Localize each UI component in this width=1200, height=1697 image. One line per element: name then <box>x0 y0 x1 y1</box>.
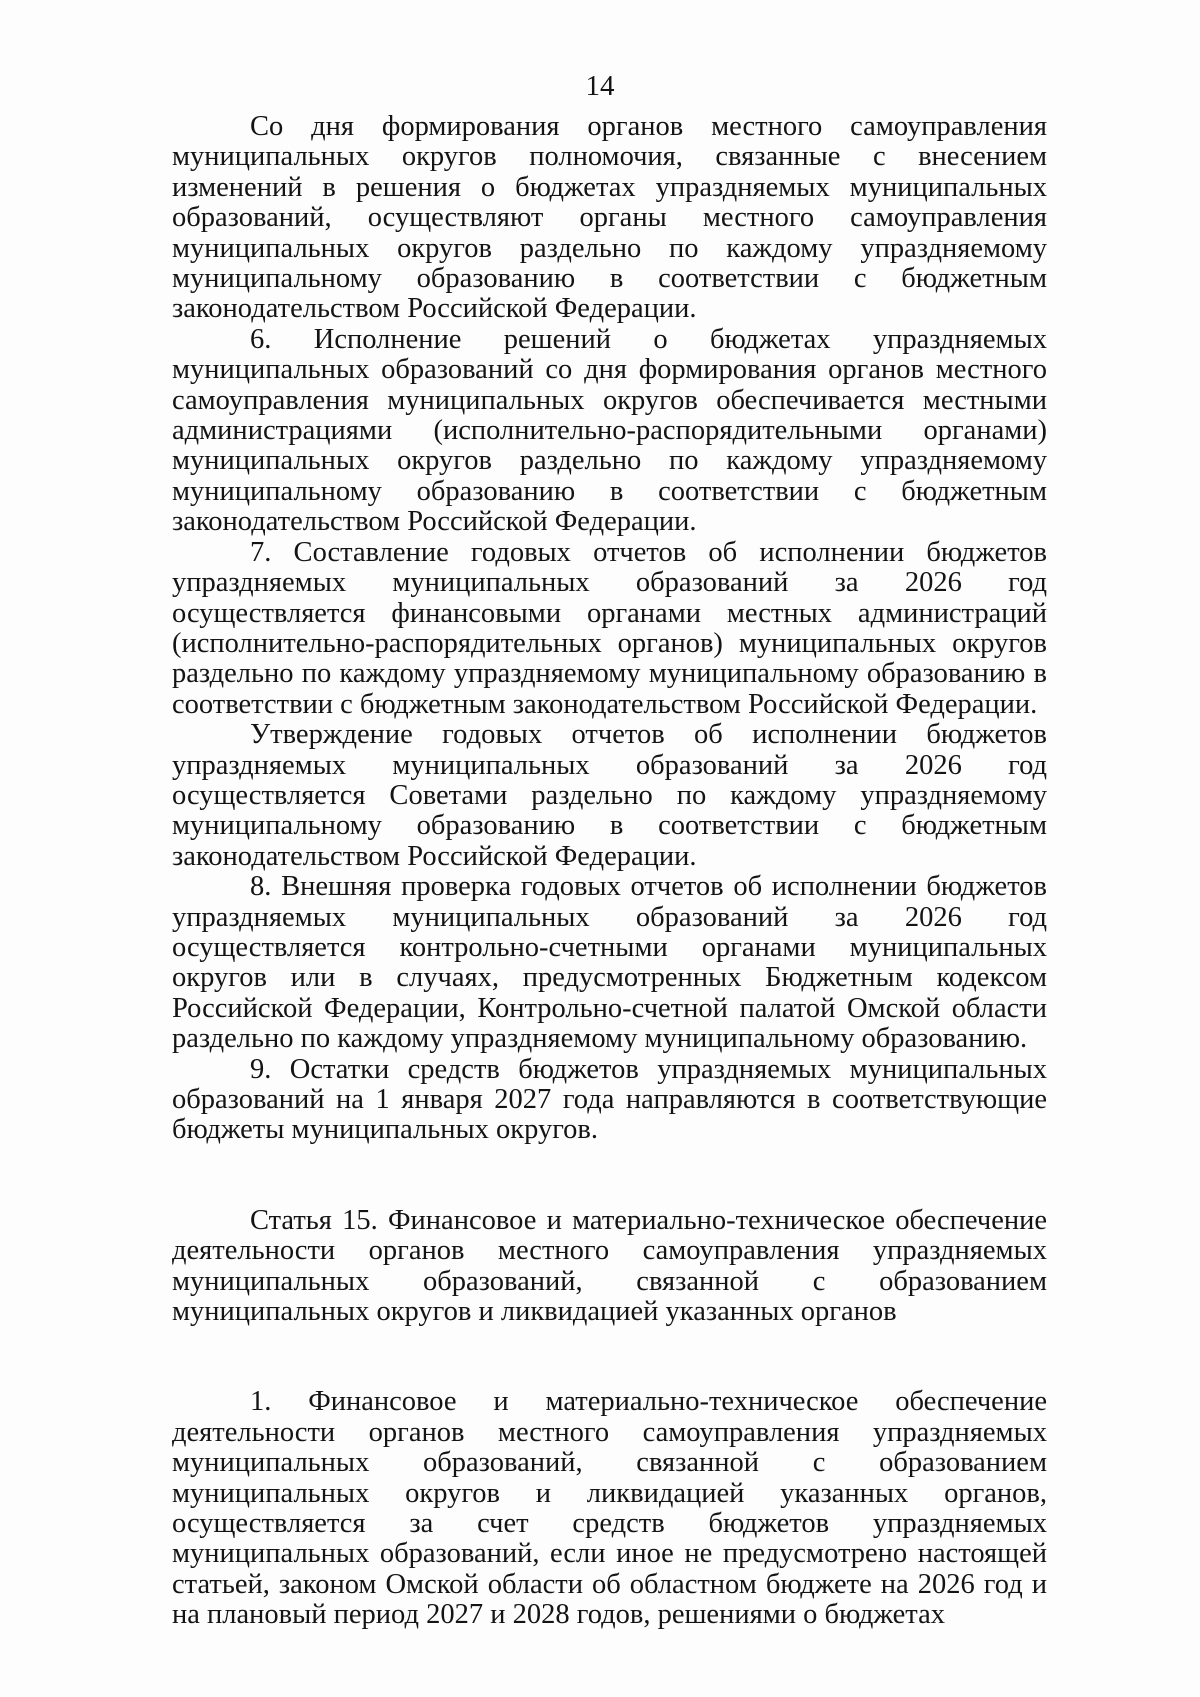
paragraph-6-budget-execution: 6. Исполнение решений о бюджетах упраздняемых муниципальных образований со дня формирования органов местного самоуправления муниципальных округов обеспечивается местными администрациями (исполнительно-распорядительными органами) муниципальных округов раздельно по каждому упраздняемому муниципальному образованию в соответствии с бюджетным законодательством Российской Федерации. <box>172 323 1047 538</box>
paragraph-8-external-audit: 8. Внешняя проверка годовых отчетов об исполнении бюджетов упраздняемых муниципальных образований за 2026 год осуществляется контрольно-счетными органами муниципальных округов или в случаях, предусмотренных Бюджетным кодексом Российской Федерации, Контрольно-счетной палатой Омской области раздельно по каждому упраздняемому муниципальному образованию. <box>172 871 1047 1055</box>
article-15-heading: Статья 15. Финансовое и материально-техническое обеспечение деятельности органов местного самоуправления упраздняемых муниципальных образований, связанной с образованием муниципальных округов и ликвидацией указанных органов <box>172 1204 1047 1328</box>
paragraph-report-approval: Утверждение годовых отчетов об исполнении бюджетов упраздняемых муниципальных образований за 2026 год осуществляется Советами раздельно по каждому упраздняемому муниципальному образованию в соответствии с бюджетным законодательством Российской Федерации. <box>172 719 1047 872</box>
article-15-paragraph-1: 1. Финансовое и материально-техническое обеспечение деятельности органов местного самоуправления упраздняемых муниципальных образований, связанной с образованием муниципальных округов и ликвидацией указанных органов, осуществляется за счет средств бюджетов упраздняемых муниципальных образований, если иное не предусмотрено настоящей статьей, законом Омской области об областном бюджете на 2026 год и на плановый период 2027 и 2028 годов, решениями о бюджетах <box>172 1386 1047 1631</box>
paragraph-7-annual-reports: 7. Составление годовых отчетов об исполнении бюджетов упраздняемых муниципальных образований за 2026 год осуществляется финансовыми органами местных администраций (исполнительно-распорядительных органов) муниципальных округов раздельно по каждому упраздняемому муниципальному образованию в соответствии с бюджетным законодательством Российской Федерации. <box>172 536 1047 720</box>
document-body <box>172 112 1047 1631</box>
paragraph-budget-amendments: Со дня формирования органов местного самоуправления муниципальных округов полномочия, связанные с внесением изменений в решения о бюджетах упраздняемых муниципальных образований, осуществляют органы местного самоуправления муниципальных округов раздельно по каждому упраздняемому муниципальному образованию в соответствии с бюджетным законодательством Российской Федерации. <box>172 111 1047 325</box>
page-number: 14 <box>585 70 615 102</box>
paragraph-9-budget-balances: 9. Остатки средств бюджетов упраздняемых муниципальных образований на 1 января 2027 года направляются в соответствующие бюджеты муниципальных округов. <box>172 1053 1047 1146</box>
